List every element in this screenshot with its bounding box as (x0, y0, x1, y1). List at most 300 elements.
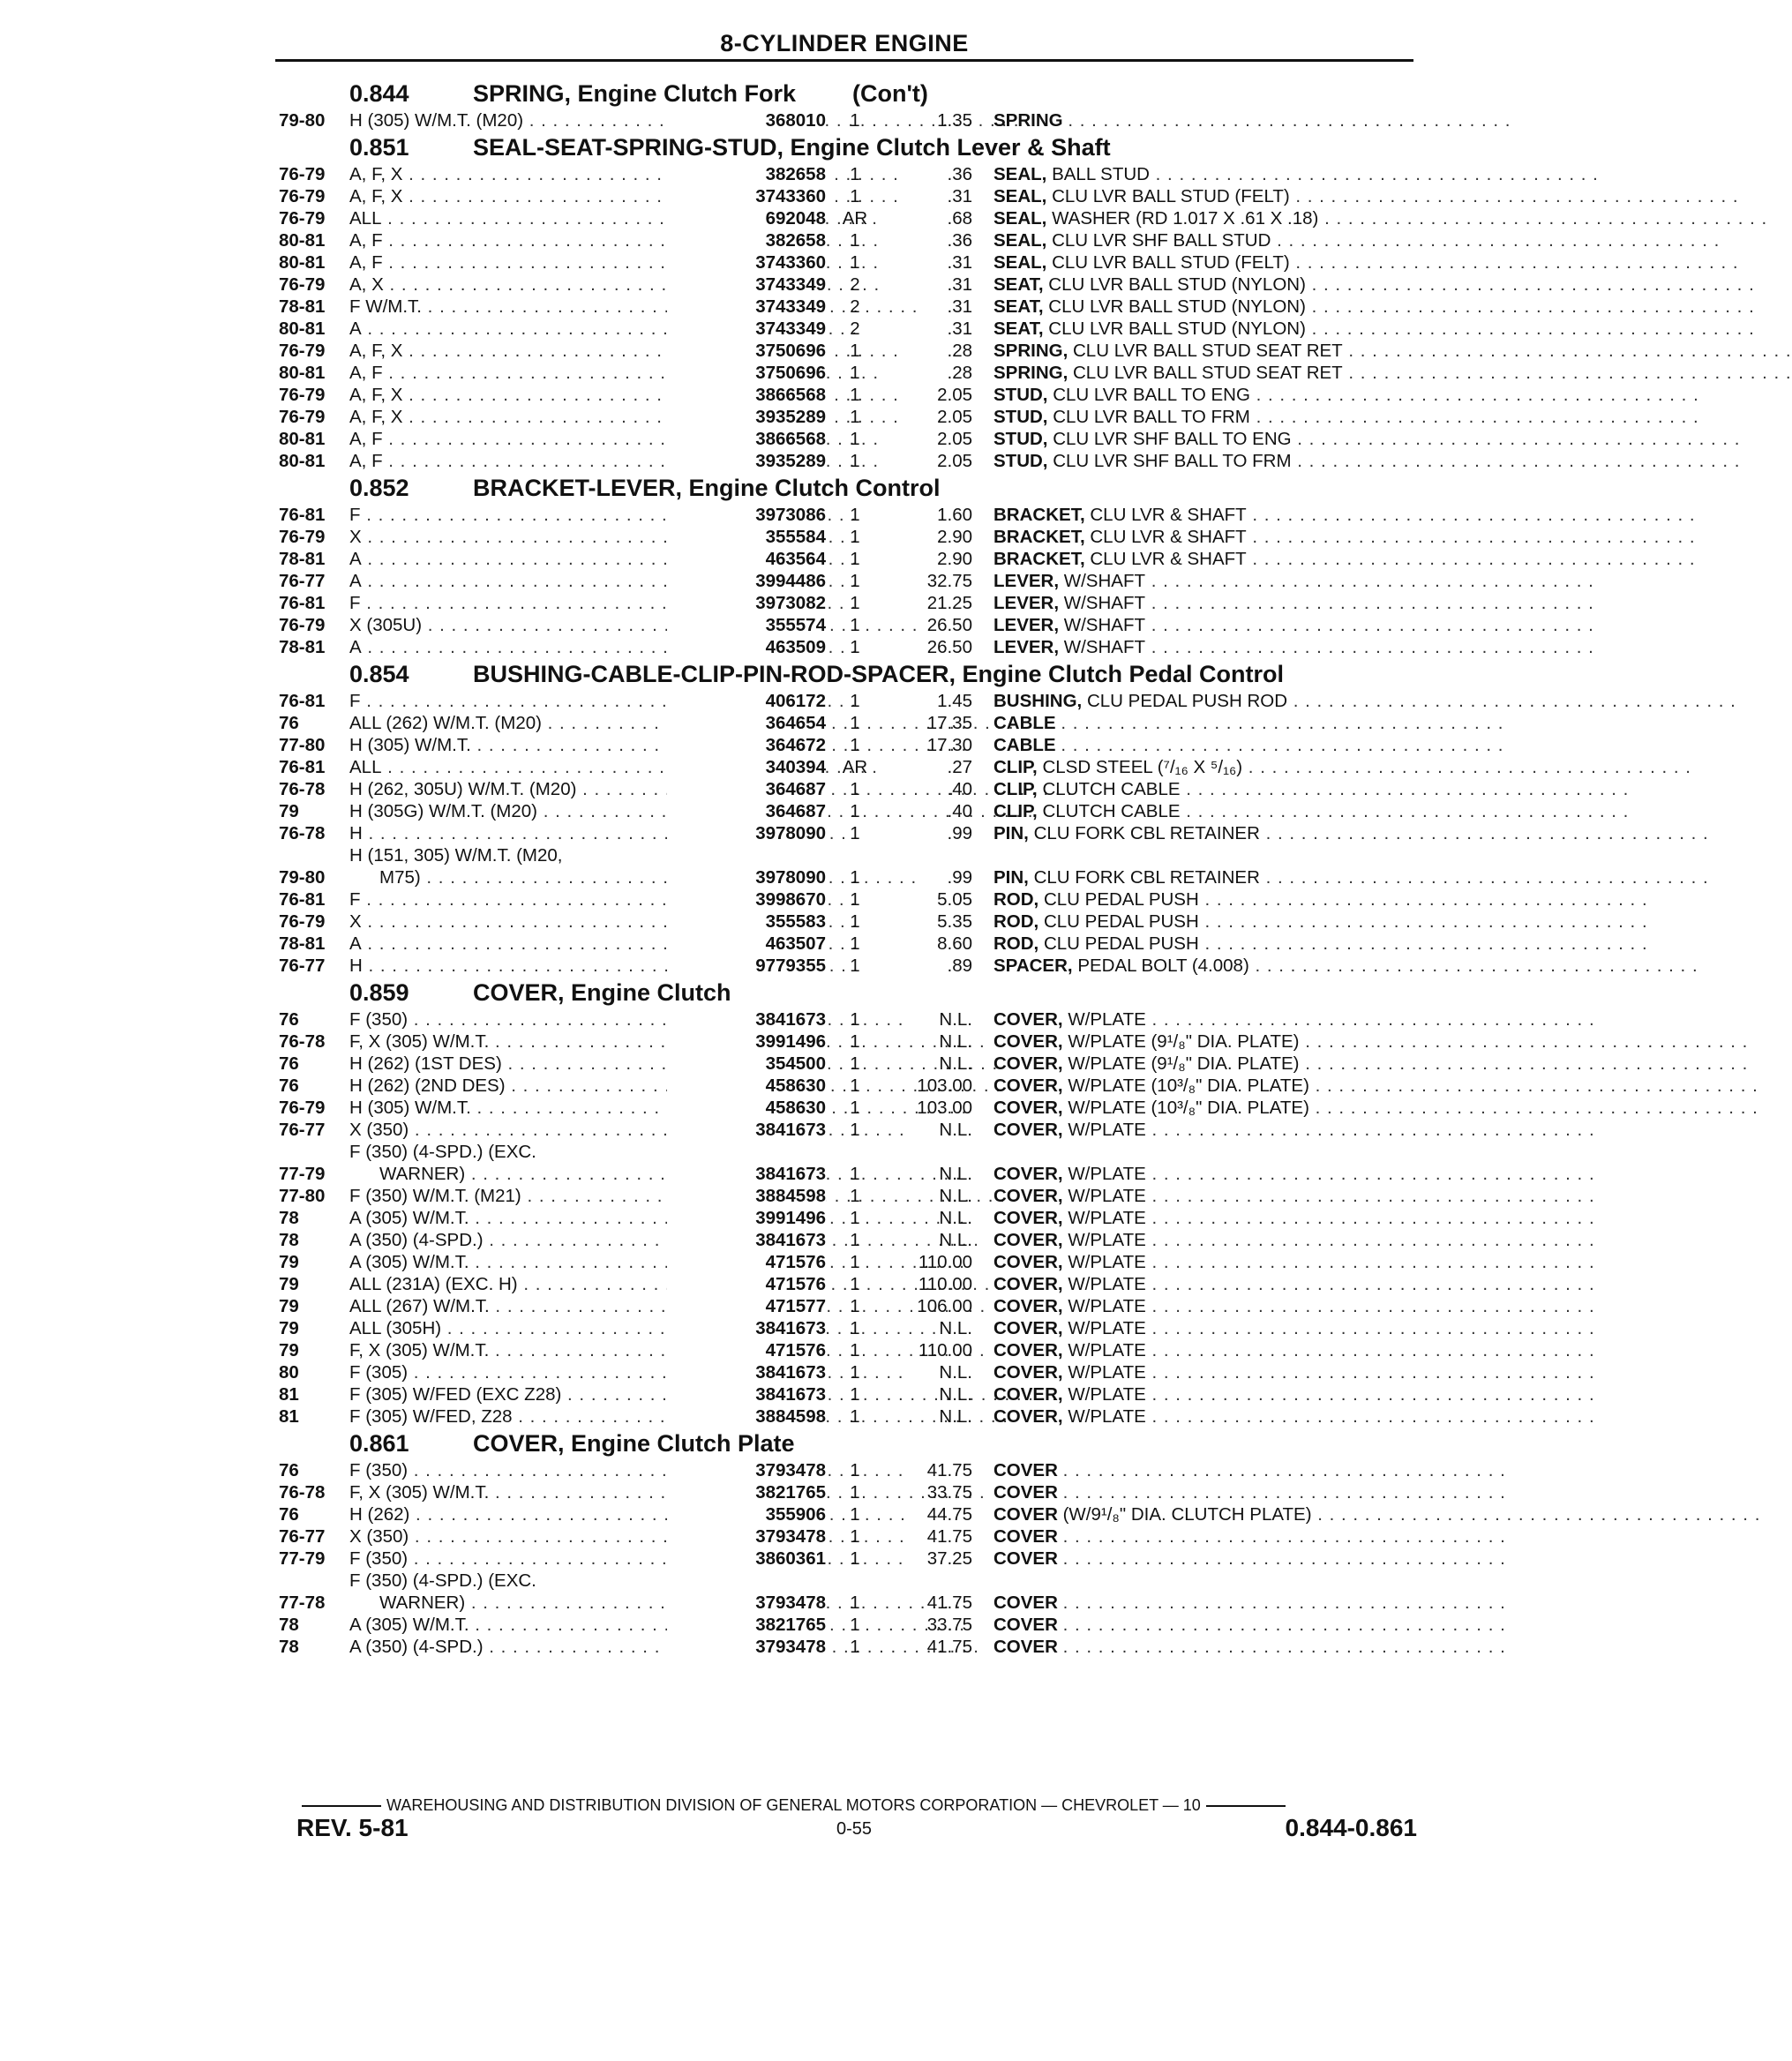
application-line: A, F . . . (349, 251, 949, 274)
model-year: 77-78 (279, 1593, 326, 1613)
model-year: 76-77 (279, 956, 326, 976)
table-row (279, 1548, 1506, 1570)
price: 110.00 (918, 1340, 972, 1360)
description-text: W/SHAFT (1063, 571, 1145, 591)
section-note: (Con't) (852, 80, 928, 107)
application-line: F (350) W/M.T. (M21) . . . (349, 1185, 949, 1207)
application-line: ALL . . . (349, 207, 949, 229)
description (993, 690, 1736, 712)
price: N.L. (939, 1009, 972, 1030)
part-number: 3866568 (667, 428, 826, 450)
quantity: 1 (850, 691, 860, 711)
description-keyword: COVER (993, 1504, 1058, 1525)
leader-dots: . . . . . . . . . . . . . . . . . . . . . . . . . . . . . . . . . . . . . . (1145, 1120, 1595, 1140)
table-row (279, 1614, 1506, 1636)
section-title: COVER, Engine Clutch Plate (473, 1430, 795, 1457)
part-number: 382658 (667, 229, 826, 251)
description-text: W/PLATE (1068, 1296, 1146, 1316)
application-line: H . . . (349, 955, 949, 977)
description-text: W/SHAFT (1063, 637, 1145, 657)
application-line: A (350) (4-SPD.) . . . (349, 1636, 949, 1658)
quantity: 1 (850, 363, 860, 383)
catalog-section (279, 1428, 1761, 1658)
description-text: W/PLATE (1068, 1164, 1146, 1184)
table-row (279, 1503, 1761, 1525)
description-keyword: COVER (993, 1482, 1058, 1503)
application-line: F (350) (4-SPD.) (EXC. (349, 1142, 536, 1162)
description-text: W/PLATE (1068, 1362, 1146, 1383)
section-heading (279, 131, 1426, 163)
description-keyword: COVER (993, 1637, 1058, 1657)
table-row (279, 251, 1739, 274)
description-text: CLU LVR & SHAFT (1090, 549, 1247, 569)
model-year: 76-78 (279, 779, 326, 799)
price: .31 (947, 319, 972, 339)
application-line: H (151, 305) W/M.T. (M20, (349, 845, 563, 866)
model-year: 76-79 (279, 274, 326, 295)
description-text: W/PLATE (1068, 1186, 1146, 1206)
description (993, 1185, 1595, 1207)
description-text: CLUTCH CABLE (1042, 779, 1181, 799)
part-number: 692048 (667, 207, 826, 229)
description-text: BALL STUD (1052, 164, 1150, 184)
leader-dots: . . . . . . . . . . . . . . . . . . . . . . . . . . . . . . . . . . . . . . (1145, 637, 1594, 657)
application-line: A . . . (349, 318, 949, 340)
section-number: 0.851 (349, 134, 409, 161)
quantity: 1 (850, 1009, 860, 1030)
price: .31 (947, 296, 972, 317)
description (993, 109, 1511, 131)
model-year: 79 (279, 1318, 299, 1338)
table-row (279, 1008, 1595, 1030)
quantity: 1 (850, 735, 860, 755)
price: N.L. (939, 1318, 972, 1338)
description-text: CLU LVR SHF BALL TO ENG (1053, 429, 1292, 449)
model-year: 76-79 (279, 527, 326, 547)
part-number: 355584 (667, 526, 826, 548)
application-line: F, X (305) W/M.T. . . . (349, 1481, 949, 1503)
application-line: H (305) W/M.T. (M20) . . . (349, 109, 949, 131)
table-row (279, 1075, 1758, 1097)
description (993, 955, 1698, 977)
leader-dots: . . . . . . . . . . . . . . . . . . . . . . . . . . . . . . . . . . . . . . (1068, 110, 1511, 131)
description (993, 362, 1792, 384)
leader-dots: . . . . . . . . . . . . . . . . . . . . . . . . . . . . . . . . . . . . . . (1289, 252, 1739, 273)
leader-dots: . . . . . . . . . . . . . . . . . . . . . . . . . . . . . . . . . . . . . . (1145, 1009, 1595, 1030)
leader-dots: . . . . . . . . . . . . . . . . . . . . . . . . . . . . . . . . . . . . . . (1180, 779, 1630, 799)
table-row (279, 504, 1696, 526)
table-row (279, 1525, 1506, 1548)
description (993, 1339, 1595, 1361)
table-row (279, 756, 1691, 778)
quantity: 1 (850, 1482, 860, 1503)
table-row (279, 1141, 1595, 1185)
revision-label: REV. 5-81 (296, 1814, 409, 1841)
application-line: H (305) W/M.T. . . . (349, 1097, 949, 1119)
leader-dots: . . . . . . . . . . . . . . . . . . . . . . . . . . . . . . . . . . . . . . (1308, 1098, 1758, 1118)
table-row (279, 384, 1699, 406)
description (993, 1273, 1595, 1295)
leader-dots: . . . . . . . . . . . . . . . . . . . . . . . . . . . . . . . . . . . . . . (1145, 1340, 1595, 1360)
leader-dots: . . . . . . . . . . . . . . . . . . . . . . . . . . . . . . . . . . . . . . (1061, 735, 1504, 755)
description-keyword: COVER (993, 1548, 1058, 1569)
price: 17.30 (926, 735, 972, 755)
description (993, 1525, 1506, 1548)
quantity: 1 (850, 1548, 860, 1569)
description-text: W/PLATE (9¹/₈" DIA. PLATE) (1068, 1053, 1300, 1074)
price: N.L. (939, 1031, 972, 1052)
description-keyword: SEAL, (993, 230, 1047, 251)
model-year: 78 (279, 1615, 299, 1635)
description-keyword: STUD, (993, 385, 1048, 405)
table-row (279, 1030, 1749, 1053)
table-row (279, 274, 1755, 296)
description-keyword: COVER (993, 1615, 1058, 1635)
model-year: 76 (279, 1009, 299, 1030)
model-year: 77-79 (279, 1548, 326, 1569)
price: N.L. (939, 1186, 972, 1206)
quantity: 1 (850, 549, 860, 569)
model-year: 76 (279, 1053, 299, 1074)
table-row (279, 1339, 1595, 1361)
table-row (279, 844, 1709, 888)
quantity: 1 (850, 615, 860, 635)
description (993, 1317, 1595, 1339)
description-keyword: ROD, (993, 933, 1039, 954)
quantity: 2 (850, 319, 860, 339)
section-title: SPRING, Engine Clutch Fork (473, 80, 797, 107)
price: 5.35 (937, 911, 972, 932)
description (993, 384, 1699, 406)
part-number: 3935289 (667, 450, 826, 472)
description (993, 1075, 1758, 1097)
table-row (279, 1097, 1758, 1119)
leader-dots: . . . . . . . . . . . . . . . . . . . . . . . . . . . . . . . . . . . . . . (1246, 505, 1696, 525)
model-year: 76-81 (279, 889, 326, 910)
application-line: F . . . (349, 504, 949, 526)
price: .36 (947, 230, 972, 251)
description-text: W/PLATE (1068, 1230, 1146, 1250)
leader-dots: . . . . . . . . . . . . . . . . . . . . . . . . . . . . . . . . . . . . . . (1062, 1593, 1506, 1613)
model-year: 76-79 (279, 615, 326, 635)
section-number: 0.859 (349, 979, 409, 1006)
table-row (279, 526, 1696, 548)
model-year: 80-81 (279, 363, 326, 383)
application-line: A (305) W/M.T. . . . (349, 1207, 949, 1229)
table-row (279, 690, 1736, 712)
description-keyword: SEAL, (993, 252, 1047, 273)
price: 1.45 (937, 691, 972, 711)
leader-dots: . . . . . . . . . . . . . . . . . . . . . . . . . . . . . . . . . . . . . . (1198, 933, 1648, 954)
model-year: 76-81 (279, 593, 326, 613)
application-line: A, F . . . (349, 450, 949, 472)
model-year: 76-79 (279, 341, 326, 361)
model-year: 76-81 (279, 691, 326, 711)
quantity: 1 (850, 1362, 860, 1383)
leader-dots: . . . . . . . . . . . . . . . . . . . . . . . . . . . . . . . . . . . . . . (1259, 867, 1709, 888)
quantity: 1 (850, 1296, 860, 1316)
application-line: F, X (305) W/M.T. . . . (349, 1339, 949, 1361)
leader-dots: . . . . . . . . . . . . . . . . . . . . . . . . . . . . . . . . . . . . . . (1305, 296, 1755, 317)
description-keyword: STUD, (993, 429, 1048, 449)
model-year: 80-81 (279, 429, 326, 449)
application-line: A . . . (349, 636, 949, 658)
quantity: 1 (850, 1186, 860, 1206)
description (993, 756, 1691, 778)
description-text: CLU LVR BALL STUD SEAT RET (1073, 341, 1343, 361)
description-text: CLU PEDAL PUSH ROD (1086, 691, 1288, 711)
part-number: 3884598 (667, 1185, 826, 1207)
description-keyword: STUD, (993, 451, 1048, 471)
page-number: 0-55 (836, 1819, 873, 1839)
description (993, 526, 1696, 548)
description (993, 1119, 1595, 1141)
application-line: A, F . . . (349, 362, 949, 384)
section-heading (279, 977, 1426, 1008)
model-year: 76-79 (279, 911, 326, 932)
quantity: 1 (850, 867, 860, 888)
footer (296, 1814, 1417, 1846)
leader-dots: . . . . . . . . . . . . . . . . . . . . . . . . . . . . . . . . . . . . . . (1062, 1637, 1506, 1657)
description-keyword: CLIP, (993, 779, 1038, 799)
table-row (279, 207, 1768, 229)
price: .27 (947, 757, 972, 777)
leader-dots: . . . . . . . . . . . . . . . . . . . . . . . . . . . . . . . . . . . . . . (1145, 571, 1594, 591)
description-keyword: COVER, (993, 1031, 1063, 1052)
description-text: W/PLATE (10³/₈" DIA. PLATE) (1068, 1098, 1309, 1118)
leader-dots: . . . . . . . . . . . . . . . . . . . . . . . . . . . . . . . . . . . . . . (1299, 1031, 1749, 1052)
quantity: 1 (850, 1031, 860, 1052)
description-keyword: COVER (993, 1460, 1058, 1480)
table-row (279, 614, 1594, 636)
quantity: 1 (850, 527, 860, 547)
description (993, 1481, 1506, 1503)
quantity: 1 (850, 1252, 860, 1272)
description (993, 318, 1755, 340)
quantity: 1 (850, 1075, 860, 1096)
leader-dots: . . . . . . . . . . . . . . . . . . . . . . . . . . . . . . . . . . . . . . (1242, 757, 1691, 777)
description-text: W/PLATE (1068, 1318, 1146, 1338)
leader-dots: . . . . . . . . . . . . . . . . . . . . . . . . . . . . . . . . . . . . . . (1289, 186, 1739, 206)
description (993, 800, 1630, 822)
leader-dots: . . . . . . . . . . . . . . . . . . . . . . . . . . . . . . . . . . . . . . (1291, 429, 1741, 449)
application-line: H (305G) W/M.T. (M20) . . . (349, 800, 949, 822)
price: 1.35 (937, 110, 972, 131)
quantity: 1 (850, 164, 860, 184)
application-line: H (262) . . . (349, 1503, 949, 1525)
part-number: 382658 (667, 163, 826, 185)
leader-dots: . . . . . . . . . . . . . . . . . . . . . . . . . . . . . . . . . . . . . . (1246, 549, 1696, 569)
leader-dots: . . . . . . . . . . . . . . . . . . . . . . . . . . . . . . . . . . . . . . (1249, 407, 1699, 427)
quantity: 1 (850, 1120, 860, 1140)
description-keyword: SEAT, (993, 296, 1044, 317)
quantity: 1 (850, 1593, 860, 1613)
application-line: ALL (262) W/M.T. (M20) . . . (349, 712, 949, 734)
table-row (279, 1636, 1506, 1658)
model-year: 78-81 (279, 549, 326, 569)
quantity: AR (842, 208, 868, 229)
leader-dots: . . . . . . . . . . . . . . . . . . . . . . . . . . . . . . . . . . . . . . (1145, 1296, 1595, 1316)
model-year: 76-79 (279, 407, 326, 427)
leader-dots: . . . . . . . . . . . . . . . . . . . . . . . . . . . . . . . . . . . . . . (1062, 1548, 1506, 1569)
part-number: 3973086 (667, 504, 826, 526)
section-heading (279, 1428, 1426, 1459)
table-row (279, 1295, 1595, 1317)
leader-dots: . . . . . . . . . . . . . . . . . . . . . . . . . . . . . . . . . . . . . . (1248, 956, 1698, 976)
description-keyword: SEAL, (993, 164, 1047, 184)
description (993, 1229, 1595, 1251)
part-number: 3821765 (667, 1614, 826, 1636)
description (993, 1030, 1749, 1053)
description-keyword: SPACER, (993, 956, 1073, 976)
part-number: 3841673 (667, 1163, 826, 1185)
model-year: 76-77 (279, 1120, 326, 1140)
price: .89 (947, 956, 972, 976)
catalog-section (279, 472, 1696, 658)
description (993, 911, 1648, 933)
table-row (279, 888, 1648, 911)
part-number: 3884598 (667, 1405, 826, 1428)
description (993, 504, 1696, 526)
description (993, 778, 1630, 800)
price: 8.60 (937, 933, 972, 954)
footer-division (296, 1796, 1417, 1815)
price: 110.00 (918, 1252, 972, 1272)
part-number: 3793478 (667, 1459, 826, 1481)
table-row (279, 1185, 1595, 1207)
model-year: 76-78 (279, 823, 326, 843)
description (993, 1097, 1758, 1119)
description-keyword: LEVER, (993, 637, 1060, 657)
application-line: F, X (305) W/M.T. . . . (349, 1030, 949, 1053)
model-year: 78 (279, 1230, 299, 1250)
description (993, 1163, 1595, 1185)
description-text: W/PLATE (10³/₈" DIA. PLATE) (1068, 1075, 1309, 1096)
section-number: 0.854 (349, 661, 409, 687)
application-line: A, F, X . . . (349, 185, 949, 207)
model-year: 76-79 (279, 1098, 326, 1118)
price: 2.05 (937, 451, 972, 471)
description-keyword: SPRING, (993, 341, 1068, 361)
part-number: 3750696 (667, 362, 826, 384)
description-keyword: SEAT, (993, 274, 1044, 295)
footer-division-text: WAREHOUSING AND DISTRIBUTION DIVISION OF GENERAL MOTORS CORPORATION — CHEVROLET — 10 (386, 1796, 1201, 1814)
application-line: H (262) (2ND DES) . . . (349, 1075, 949, 1097)
application-line: WARNER) . . . (349, 1163, 949, 1185)
table-row (279, 1570, 1506, 1614)
description-text: W/SHAFT (1063, 615, 1145, 635)
price: .99 (947, 867, 972, 888)
description-keyword: COVER, (993, 1384, 1063, 1405)
leader-dots: . . . . . . . . . . . . . . . . . . . . . . . . . . . . . . . . . . . . . . (1259, 823, 1709, 843)
leader-dots: . . . . . . . . . . . . . . . . . . . . . . . . . . . . . . . . . . . . . . (1246, 527, 1696, 547)
model-year: 80-81 (279, 451, 326, 471)
application-line: ALL (231A) (EXC. H) . . . (349, 1273, 949, 1295)
model-year: 76-81 (279, 505, 326, 525)
description-keyword: LEVER, (993, 615, 1060, 635)
leader-dots: . . . . . . . . . . . . . . . . . . . . . . . . . . . . . . . . . . . . . . (1145, 593, 1594, 613)
catalog-section (279, 78, 1511, 131)
part-number: 355583 (667, 911, 826, 933)
leader-dots: . . . . . . . . . . . . . . . . . . . . . . . . . . . . . . . . . . . . . . (1180, 801, 1630, 821)
part-number: 3860361 (667, 1548, 826, 1570)
application-line: F (350) . . . (349, 1548, 949, 1570)
part-number: 3841673 (667, 1383, 826, 1405)
model-year: 80-81 (279, 319, 326, 339)
page-title: 8-CYLINDER ENGINE (275, 30, 1413, 62)
description-text: W/PLATE (1068, 1274, 1146, 1294)
application-line: M75) . . . (349, 866, 949, 888)
part-number: 3973082 (667, 592, 826, 614)
description (993, 1459, 1506, 1481)
model-year: 76-79 (279, 208, 326, 229)
leader-dots: . . . . . . . . . . . . . . . . . . . . . . . . . . . . . . . . . . . . . . (1145, 1164, 1595, 1184)
description (993, 406, 1699, 428)
table-row (279, 800, 1630, 822)
model-year: 79-80 (279, 110, 326, 131)
description-text: CLU LVR BALL STUD (FELT) (1052, 252, 1290, 273)
price: N.L. (939, 1362, 972, 1383)
quantity: 1 (850, 341, 860, 361)
price: 106.00 (917, 1296, 972, 1316)
part-number: 3935289 (667, 406, 826, 428)
description (993, 1361, 1595, 1383)
leader-dots: . . . . . . . . . . . . . . . . . . . . . . . . . . . . . . . . . . . . . . (1145, 1252, 1595, 1272)
table-row (279, 362, 1792, 384)
description-text: W/PLATE (1068, 1009, 1146, 1030)
description-keyword: BUSHING, (993, 691, 1083, 711)
application-line: X (350) . . . (349, 1525, 949, 1548)
leader-dots: . . . . . . . . . . . . . . . . . . . . . . . . . . . . . . . . . . . . . . (1145, 1186, 1595, 1206)
price: .28 (947, 341, 972, 361)
price: .68 (947, 208, 972, 229)
application-line: A, F, X . . . (349, 406, 949, 428)
application-line: A, F, X . . . (349, 340, 949, 362)
application-line: A (350) (4-SPD.) . . . (349, 1229, 949, 1251)
table-row (279, 1383, 1595, 1405)
section-number: 0.844 (349, 80, 409, 107)
price: .40 (947, 779, 972, 799)
application-line: H (305) W/M.T. . . . (349, 734, 949, 756)
description (993, 1207, 1595, 1229)
quantity: 2 (850, 274, 860, 295)
description (993, 207, 1768, 229)
part-number: 3750696 (667, 340, 826, 362)
quantity: 1 (850, 1318, 860, 1338)
price: 21.25 (926, 593, 972, 613)
description-keyword: CLIP, (993, 757, 1038, 777)
description-text: (W/9¹/₈" DIA. CLUTCH PLATE) (1062, 1504, 1312, 1525)
table-row (279, 428, 1741, 450)
description-keyword: COVER, (993, 1208, 1063, 1228)
price: .40 (947, 801, 972, 821)
part-number: 3841673 (667, 1119, 826, 1141)
leader-dots: . . . . . . . . . . . . . . . . . . . . . . . . . . . . . . . . . . . . . . (1311, 1504, 1761, 1525)
section-number: 0.852 (349, 475, 409, 501)
quantity: 1 (850, 593, 860, 613)
application-line: A (305) W/M.T. . . . (349, 1251, 949, 1273)
quantity: 1 (850, 451, 860, 471)
description (993, 1383, 1595, 1405)
quantity: 1 (850, 956, 860, 976)
catalog-section (279, 658, 1736, 977)
description (993, 1008, 1595, 1030)
table-row (279, 592, 1594, 614)
model-year: 80-81 (279, 230, 326, 251)
table-row (279, 734, 1504, 756)
table-row (279, 955, 1698, 977)
table-row (279, 1119, 1595, 1141)
